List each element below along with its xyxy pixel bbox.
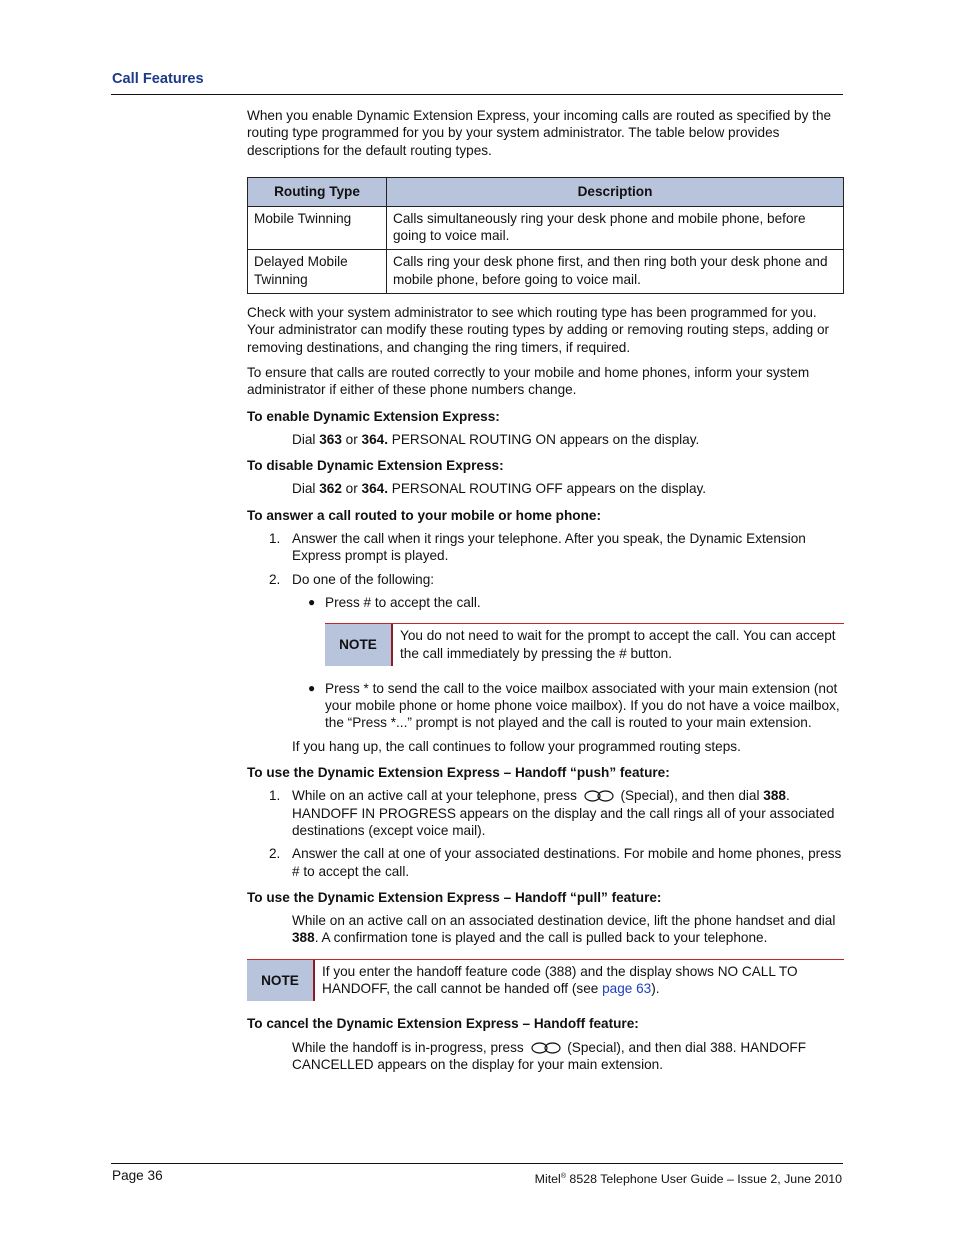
push-code: 388 — [763, 788, 786, 804]
description-cell: Calls ring your desk phone first, and then ring both your desk phone and mobile phone, before going to voice mail. — [387, 250, 844, 294]
section-title: Call Features — [112, 71, 204, 87]
routing-types-table — [247, 177, 844, 294]
step-text-b: (Special), and then dial — [620, 788, 760, 804]
enable-code-1: 363 — [319, 431, 342, 447]
step-text: Answer the call when it rings your telephone. After you speak, the Dynamic Extension Express prompt is played. — [292, 531, 806, 564]
disable-code-2: 364. — [361, 481, 389, 497]
dial-text: Dial — [292, 481, 316, 497]
table-row — [248, 250, 844, 294]
guide-title: 8528 Telephone User Guide – Issue 2, June 2010 — [565, 1172, 842, 1187]
table-row — [248, 206, 844, 250]
answer-options-continued — [292, 680, 844, 732]
page-footer — [111, 1163, 843, 1187]
step-number: 2. — [269, 571, 281, 587]
check-paragraph: Check with your system administrator to see which routing type has been programmed for you. Your administrator can modify these routing types by adding or removing routing steps, adding or removing destinations, and changing the ring timers, if required. — [247, 305, 830, 355]
pull-instruction — [247, 912, 844, 947]
page-number: Page 36 — [112, 1168, 163, 1183]
bullet-icon: ● — [308, 594, 316, 609]
step-number: 1. — [269, 531, 281, 547]
special-key-icon — [531, 1042, 561, 1054]
disable-instruction — [247, 480, 844, 497]
bullet-text: Press * to send the call to the voice mailbox associated with your main extension (not your mobile phone or home phone voice mailbox). If you do not have a voice mailbox, the “Press *...” prompt is not played and the call is routed to your main extension. — [325, 680, 840, 731]
pull-text-a: While on an active call on an associated destination device, lift the phone handset and dial — [292, 913, 836, 929]
dial-text: Dial — [292, 431, 316, 447]
page-63-link[interactable]: page 63 — [602, 980, 652, 996]
intro-paragraph: When you enable Dynamic Extension Express, your incoming calls are routed as specified by the routing type programmed for you by your system administrator. The table below provides descriptions for the default routing types. — [247, 108, 832, 158]
answer-options — [292, 594, 844, 611]
list-item — [292, 594, 844, 611]
pull-heading: To use the Dynamic Extension Express – Handoff “pull” feature: — [247, 889, 662, 905]
pull-code: 388 — [292, 930, 315, 946]
column-header-description: Description — [387, 177, 844, 206]
note-box-accept — [325, 623, 844, 666]
cancel-text-a: While the handoff is in-progress, press — [292, 1039, 524, 1055]
answer-heading: To answer a call routed to your mobile or home phone: — [247, 507, 601, 523]
cancel-instruction — [247, 1039, 844, 1074]
step-text: Do one of the following: — [292, 571, 435, 587]
pull-text-b: . A confirmation tone is played and the call is pulled back to your telephone. — [314, 930, 768, 946]
column-header-routing-type: Routing Type — [248, 177, 387, 206]
cancel-text-b: (Special), and then dial 388. HANDOFF CANCELLED appears on the display for your main extension. — [292, 1039, 807, 1072]
note-box-handoff — [247, 959, 844, 1002]
routing-type-cell: Mobile Twinning — [248, 206, 387, 250]
list-item — [247, 787, 844, 839]
or-text: or — [345, 431, 358, 447]
enable-code-2: 364. — [361, 431, 389, 447]
hangup-note: If you hang up, the call continues to follow your programmed routing steps. — [292, 738, 741, 754]
document-title — [535, 1168, 842, 1188]
push-steps — [247, 787, 844, 879]
note-text-a: If you enter the handoff feature code (388) and the display shows NO CALL TO HANDOFF, the call cannot be handed off (see — [322, 963, 798, 996]
note-label: NOTE — [247, 960, 315, 1002]
disable-heading: To disable Dynamic Extension Express: — [247, 458, 504, 474]
list-item — [247, 845, 844, 880]
note-text-b: ). — [651, 980, 660, 996]
disable-code-1: 362 — [319, 481, 342, 497]
note-text — [315, 960, 844, 1002]
bullet-text: Press # to accept the call. — [325, 594, 481, 610]
step-text-a: While on an active call at your telephone, press — [292, 788, 577, 804]
step-text-c: . HANDOFF IN PROGRESS appears on the display and the call rings all of your associated destinations (except voice mail). — [292, 788, 835, 838]
disable-result: PERSONAL ROUTING OFF appears on the display. — [391, 481, 707, 497]
answer-steps — [247, 530, 844, 611]
table-header-row — [248, 177, 844, 206]
enable-instruction — [247, 431, 844, 448]
step-number: 2. — [269, 846, 281, 862]
list-item — [247, 571, 844, 612]
registered-mark: ® — [560, 1173, 566, 1180]
special-key-icon — [584, 790, 614, 802]
note-label: NOTE — [325, 624, 393, 666]
page-content — [247, 107, 844, 1081]
ensure-paragraph: To ensure that calls are routed correctly to your mobile and home phones, inform your system administrator if either of these phone numbers change. — [247, 364, 810, 398]
bullet-icon: ● — [308, 680, 316, 695]
enable-heading: To enable Dynamic Extension Express: — [247, 408, 500, 424]
routing-type-cell: Delayed Mobile Twinning — [248, 250, 387, 294]
or-text: or — [345, 481, 358, 497]
step-text: Answer the call at one of your associated destinations. For mobile and home phones, press # to accept the call. — [292, 846, 842, 879]
list-item — [292, 680, 844, 732]
description-cell: Calls simultaneously ring your desk phone and mobile phone, before going to voice mail. — [387, 206, 844, 250]
page-header — [111, 70, 843, 95]
list-item — [247, 530, 844, 565]
step-number: 1. — [269, 788, 281, 804]
push-heading: To use the Dynamic Extension Express – Handoff “push” feature: — [247, 765, 670, 781]
enable-result: PERSONAL ROUTING ON appears on the display. — [391, 431, 700, 447]
note-text: You do not need to wait for the prompt to accept the call. You can accept the call immediately by pressing the # button. — [400, 628, 836, 661]
brand-name: Mitel — [534, 1172, 561, 1187]
cancel-heading: To cancel the Dynamic Extension Express – Handoff feature: — [247, 1016, 639, 1032]
